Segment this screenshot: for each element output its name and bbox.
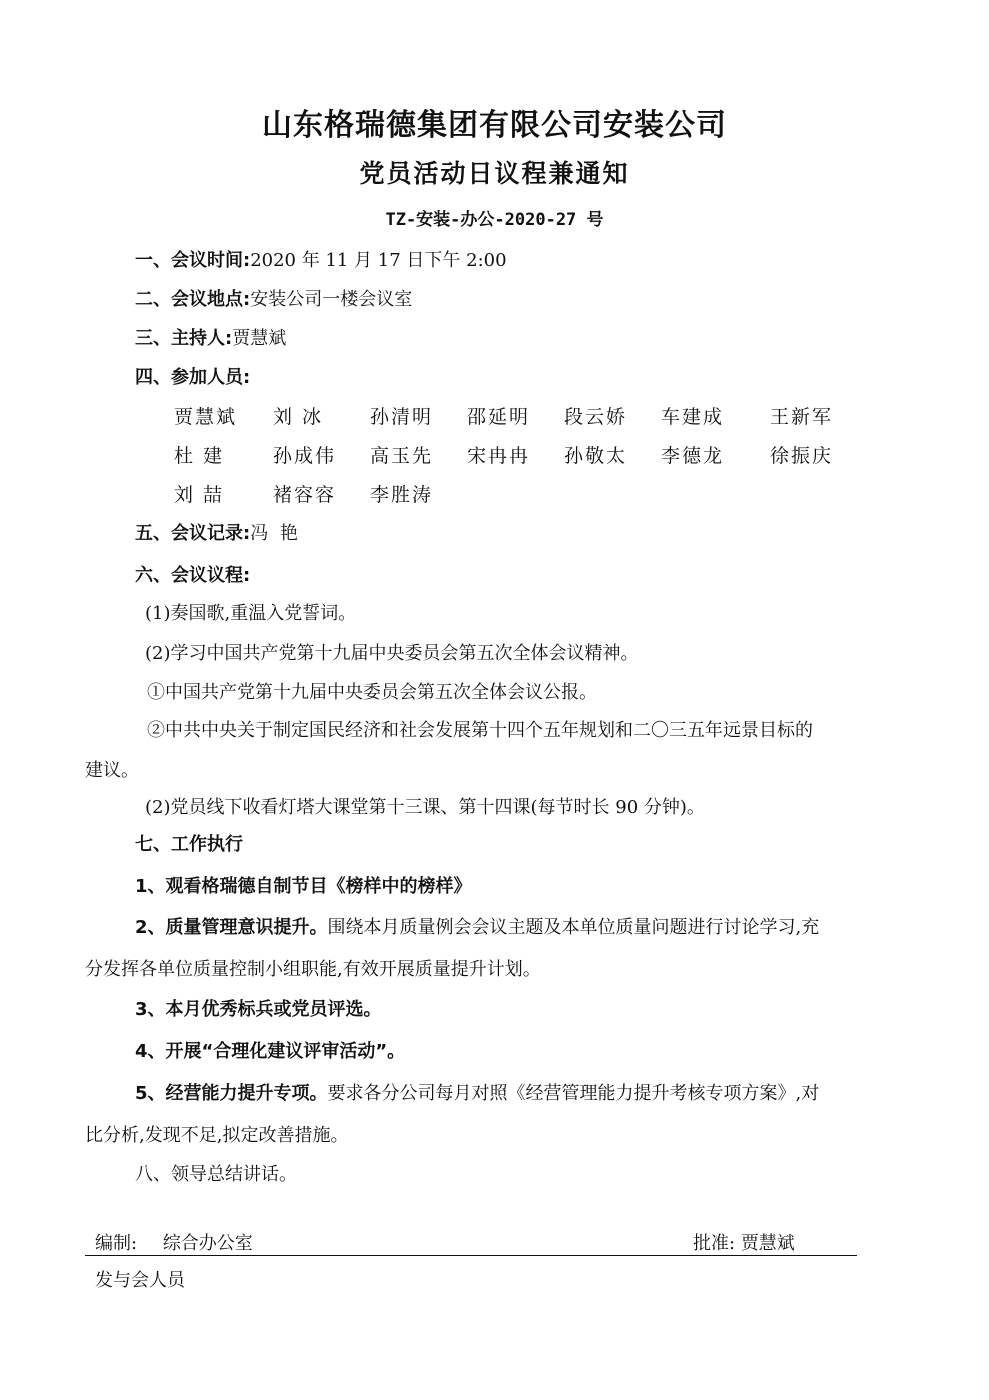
attendee-name: 孙清明 [370,406,434,428]
section-place [135,285,412,311]
approved-label: 批准: [693,1233,736,1254]
section-recorder [135,519,301,545]
document-title: 山东格瑞德集团有限公司安装公司 [262,108,727,143]
compiled-value: 综合办公室 [162,1233,253,1254]
attendee-name: 杜 建 [174,445,225,467]
section-recorder-value: 冯 艳 [250,523,301,544]
work-item-text: 要求各分公司每月对照《经营管理能力提升考核专项方案》,对 [327,1083,820,1104]
work-item: 4、开展“合理化建议评审活动”。 [135,1041,406,1062]
attendee-name: 刘 喆 [174,484,225,506]
work-item-continuation: 比分析,发现不足,拟定改善措施。 [85,1125,349,1146]
agenda-subitem: ②中共中央关于制定国民经济和社会发展第十四个五年规划和二〇三五年远景目标的 [147,720,813,741]
section-attendees-label: 四、参加人员: [135,367,251,388]
section-summary-label: 八、领导总结讲话。 [135,1164,297,1185]
work-item-heading: 2、质量管理意识提升。 [135,917,328,938]
attendee-name: 王新军 [770,406,834,428]
attendee-name: 邵延明 [467,406,531,428]
attendee-name: 段云娇 [564,406,628,428]
attendee-name: 李胜涛 [370,484,434,506]
section-host [135,324,286,350]
distribution-note: 发与会人员 [95,1270,185,1291]
agenda-subitem-continuation: 建议。 [85,760,139,781]
agenda-subitem: ①中国共产党第十九届中央委员会第五次全体会议公报。 [147,682,597,703]
section-agenda-label: 六、会议议程: [135,565,251,586]
attendee-name: 孙敬太 [564,445,628,467]
section-work-label: 七、工作执行 [135,834,243,855]
compiled-by [95,1229,253,1255]
compiled-label: 编制: [95,1233,138,1254]
section-time [135,246,507,272]
attendee-name: 高玉先 [370,445,434,467]
section-host-value: 贾慧斌 [232,328,287,349]
approved-value: 贾慧斌 [740,1233,795,1254]
attendee-name: 李德龙 [661,445,725,467]
work-item-heading: 5、经营能力提升专项。 [135,1083,328,1104]
work-item-text: 围绕本月质量例会会议主题及本单位质量问题进行讨论学习,充 [327,917,820,938]
section-time-label: 一、会议时间: [135,250,251,271]
work-item-continuation: 分发挥各单位质量控制小组职能,有效开展质量提升计划。 [85,959,541,980]
attendee-name: 徐振庆 [770,445,834,467]
document-subtitle: 党员活动日议程兼通知 [359,159,630,188]
work-item: 3、本月优秀标兵或党员评选。 [135,999,382,1020]
section-recorder-label: 五、会议记录: [135,523,251,544]
attendee-name: 孙成伟 [273,445,337,467]
document-number: TZ-安装-办公-2020-27 号 [385,210,604,230]
agenda-item: (1)奏国歌,重温入党誓词。 [145,603,357,624]
section-place-label: 二、会议地点: [135,289,251,310]
section-place-value: 安装公司一楼会议室 [250,289,413,310]
agenda-item: (2)党员线下收看灯塔大课堂第十三课、第十四课(每节时长 90 分钟)。 [145,797,705,818]
section-time-value: 2020 年 11 月 17 日下午 2:00 [250,250,507,271]
work-item: 1、观看格瑞德自制节目《榜样中的榜样》 [135,876,472,897]
attendee-name: 刘 冰 [273,406,324,428]
attendee-name: 车建成 [661,406,725,428]
attendee-name: 贾慧斌 [174,406,238,428]
attendee-name: 褚容容 [273,484,337,506]
attendee-name: 宋冉冉 [467,445,531,467]
section-host-label: 三、主持人: [135,328,233,349]
approved-by [693,1229,795,1255]
agenda-item: (2)学习中国共产党第十九届中央委员会第五次全体会议精神。 [145,643,639,664]
work-item [135,1079,819,1105]
work-item [135,913,819,939]
footer-divider [85,1255,857,1256]
